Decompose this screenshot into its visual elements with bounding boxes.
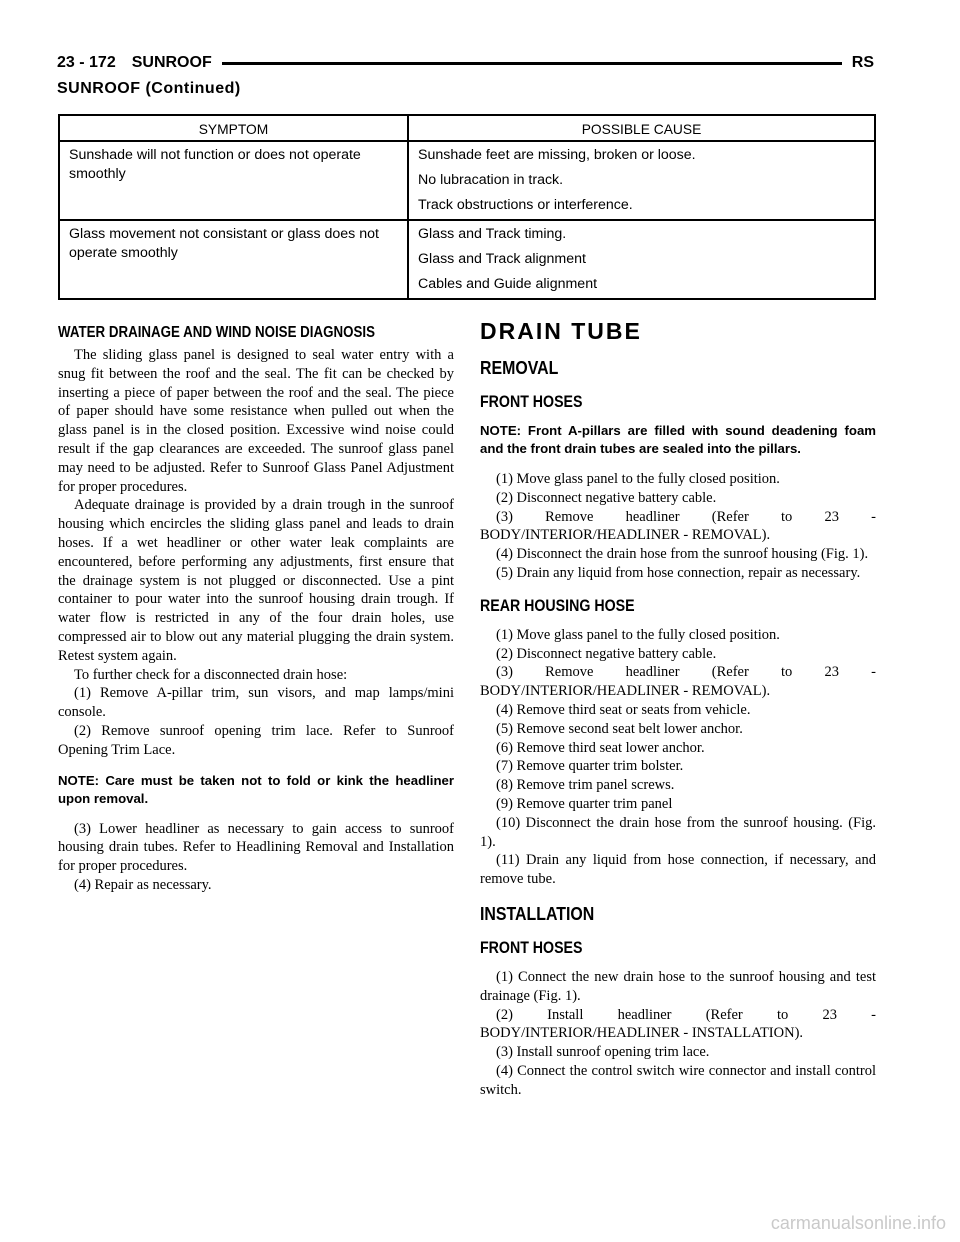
cause-item: Cables and Guide alignment bbox=[418, 276, 598, 292]
step: (3) Remove headliner (Refer to 23 - BODY/INTERIOR/HEADLINER - REMOVAL). bbox=[480, 664, 876, 700]
cause-cell bbox=[408, 141, 875, 220]
step: (7) Remove quarter trim bolster. bbox=[496, 758, 684, 775]
section-code: RS bbox=[851, 54, 874, 71]
section-title: SUNROOF bbox=[131, 54, 212, 71]
column-header-symptom: SYMPTOM bbox=[59, 115, 408, 141]
paragraph: The sliding glass panel is designed to seal water entry with a snug fit between the roof and the seal. The fit can be checked by inserting a piece of paper between the roof and the seal. The piece of paper should have some resistance when pulled out when the glass panel is in the closed position. Excessive wind noise could result if the gap clearances are exceeded. The sunroof glass panel may need to be adjusted. Refer to Sunroof Glass Panel Adjustment for proper procedures. bbox=[58, 347, 454, 495]
cause-item: Track obstructions or interference. bbox=[418, 197, 633, 213]
step: (1) Connect the new drain hose to the sunroof housing and test drainage (Fig. 1). bbox=[480, 968, 876, 1004]
drain-tube-title: DRAIN TUBE bbox=[480, 318, 642, 344]
cause-item: Glass and Track alignment bbox=[418, 251, 586, 267]
step: (4) Connect the control switch wire connector and install control switch. bbox=[480, 1062, 876, 1098]
right-column bbox=[480, 318, 876, 1100]
rear-housing-hose-heading: REAR HOUSING HOSE bbox=[480, 596, 635, 615]
step: (4) Disconnect the drain hose from the sunroof housing (Fig. 1). bbox=[496, 546, 869, 563]
step: (3) Remove headliner (Refer to 23 - BODY/INTERIOR/HEADLINER - REMOVAL). bbox=[480, 508, 876, 544]
page-header bbox=[57, 52, 874, 74]
cause-item: Glass and Track timing. bbox=[418, 226, 567, 242]
table-row bbox=[59, 141, 875, 220]
page-number: 23 - 172 bbox=[57, 54, 116, 71]
installation-heading: INSTALLATION bbox=[480, 902, 595, 924]
step: (6) Remove third seat lower anchor. bbox=[496, 739, 705, 756]
continued-title: SUNROOF (Continued) bbox=[57, 80, 241, 97]
note: NOTE: Care must be taken not to fold or kink the headliner upon removal. bbox=[58, 772, 454, 806]
paragraph: Adequate drainage is provided by a drain trough in the sunroof housing which encircles the sliding glass panel and leads to drain hoses. If a wet headliner or other water leak complaints are encountered, before performing any adjustments, first ensure that the drainage system is not plugged or disconnected. Use a pint container to pour water into the sunroof housing drain trough. If water flow is restricted in any of the four drain holes, use compressed air to blow out any material plugging the drain system. Retest system again. bbox=[58, 497, 454, 664]
step: (9) Remove quarter trim panel bbox=[496, 795, 673, 812]
step: (2) Disconnect negative battery cable. bbox=[496, 645, 717, 662]
step: (1) Move glass panel to the fully closed position. bbox=[496, 626, 780, 643]
diagnosis-table bbox=[58, 114, 876, 300]
front-hoses-heading: FRONT HOSES bbox=[480, 393, 583, 411]
note: NOTE: Front A-pillars are filled with sound deadening foam and the front drain tubes are sealed into the pillars. bbox=[480, 423, 876, 456]
table-row bbox=[59, 220, 875, 299]
step: (3) Lower headliner as necessary to gain access to sunroof housing drain tubes. Refer to Headlining Removal and Installation for proper procedures. bbox=[58, 820, 454, 875]
step: (3) Install sunroof opening trim lace. bbox=[496, 1044, 710, 1061]
step: (5) Remove second seat belt lower anchor. bbox=[496, 720, 743, 737]
left-column bbox=[58, 318, 454, 895]
step: (4) Repair as necessary. bbox=[74, 876, 212, 893]
cause-item: No lubracation in track. bbox=[418, 172, 564, 188]
cause-item: Sunshade feet are missing, broken or loose. bbox=[418, 147, 696, 163]
step: (2) Disconnect negative battery cable. bbox=[496, 489, 717, 506]
install-front-hoses-heading: FRONT HOSES bbox=[480, 938, 583, 957]
table-header-row bbox=[59, 115, 875, 141]
step: (11) Drain any liquid from hose connection, if necessary, and remove tube. bbox=[480, 852, 876, 888]
step: (1) Remove A-pillar trim, sun visors, and map lamps/mini console. bbox=[58, 685, 454, 721]
step: (8) Remove trim panel screws. bbox=[496, 777, 675, 794]
cause-cell bbox=[408, 220, 875, 299]
column-header-cause: POSSIBLE CAUSE bbox=[408, 115, 875, 141]
step: (2) Remove sunroof opening trim lace. Refer to Sunroof Opening Trim Lace. bbox=[58, 722, 454, 758]
paragraph: To further check for a disconnected drain hose: bbox=[74, 666, 348, 683]
watermark: carmanualsonline.info bbox=[770, 1213, 946, 1233]
step: (2) Install headliner (Refer to 23 - BODY/INTERIOR/HEADLINER - INSTALLATION). bbox=[480, 1006, 876, 1042]
step: (5) Drain any liquid from hose connection, repair as necessary. bbox=[496, 564, 861, 581]
symptom-cell: Sunshade will not function or does not operate smoothly bbox=[59, 141, 408, 220]
drainage-heading: WATER DRAINAGE AND WIND NOISE DIAGNOSIS bbox=[58, 324, 375, 341]
removal-heading: REMOVAL bbox=[480, 357, 559, 378]
header-rule bbox=[222, 62, 842, 65]
step: (4) Remove third seat or seats from vehicle. bbox=[496, 701, 751, 718]
step: (10) Disconnect the drain hose from the sunroof housing. (Fig. 1). bbox=[480, 814, 876, 850]
step: (1) Move glass panel to the fully closed position. bbox=[496, 471, 780, 487]
symptom-cell: Glass movement not consistant or glass does not operate smoothly bbox=[59, 220, 408, 299]
